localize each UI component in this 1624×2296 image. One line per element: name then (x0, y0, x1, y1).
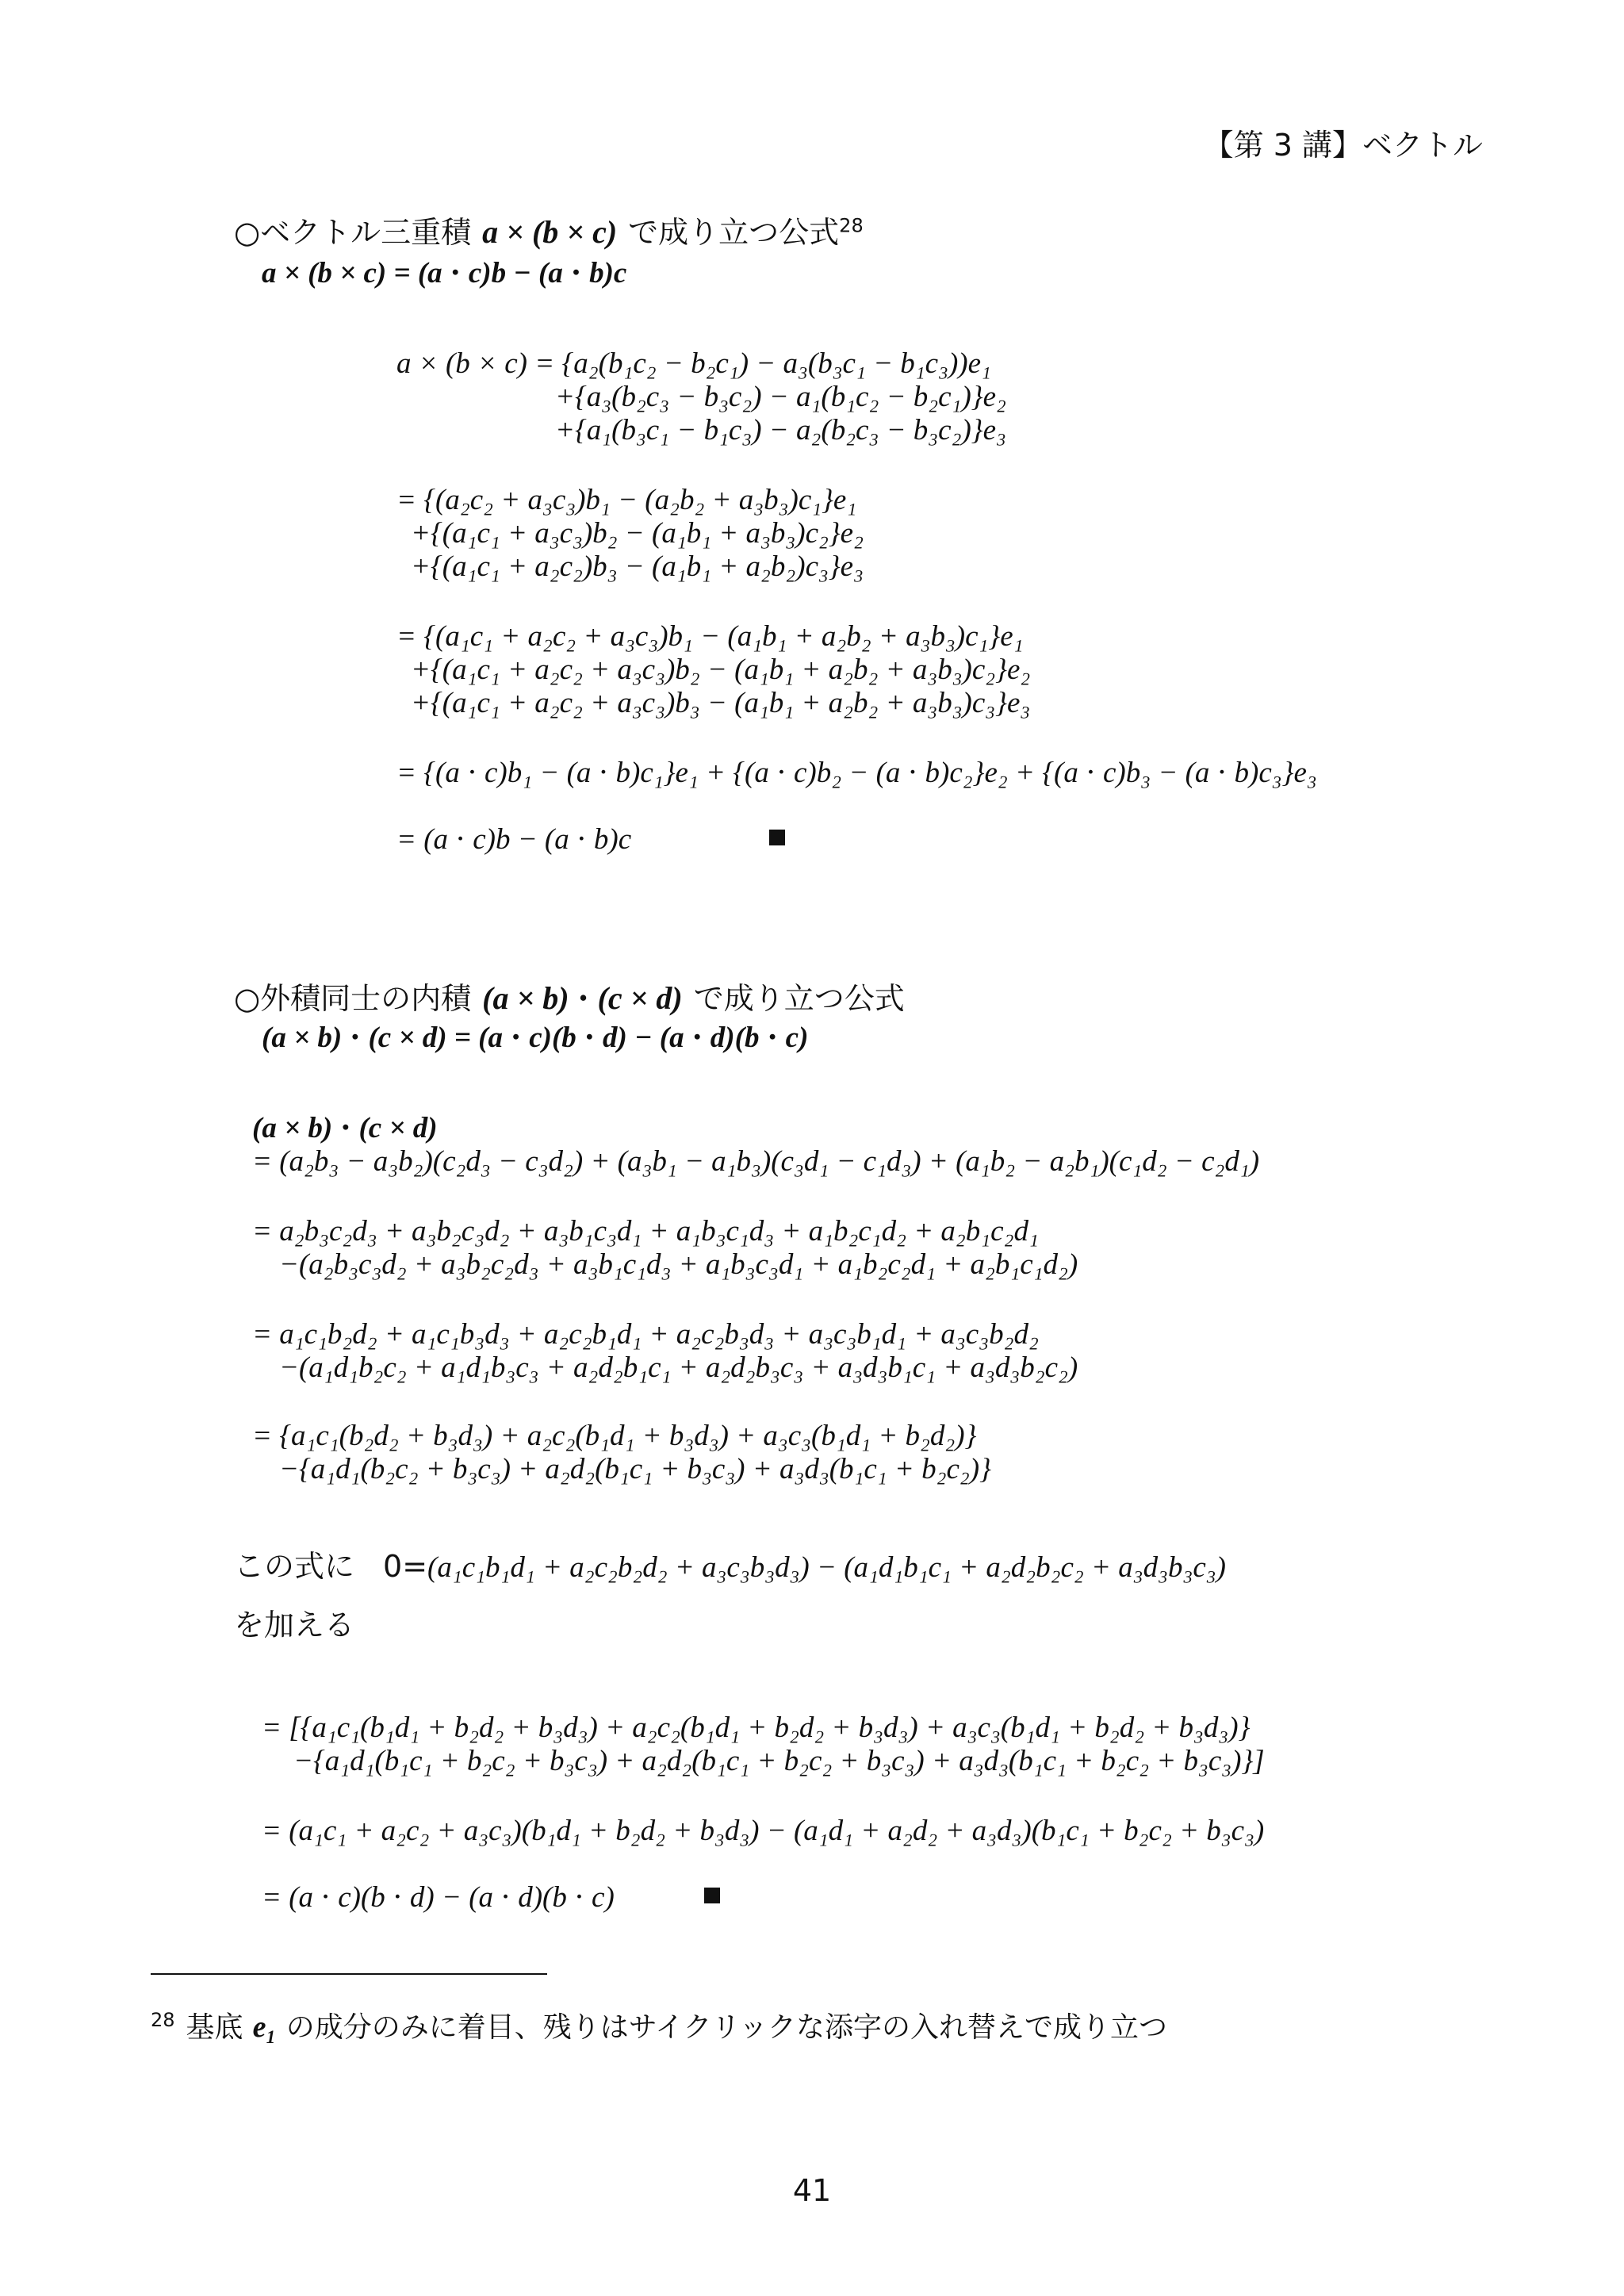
add-zero: 0= (383, 1549, 428, 1584)
footnote-text-after: の成分のみに着目、残りはサイクリックな添字の入れ替えで成り立つ (285, 2011, 1168, 2044)
section1-formula: a × (b × c) = (a ⋅ c)b − (a ⋅ b)c (262, 257, 627, 289)
s2b-line-2: = (a₁c₁ + a₂c₂ + a₃c₃)(b₁d₁ + b₂d₂ + b₃d₃) − (a₁d₁ + a₂d₂ + a₃d₃)(b₁c₁ + b₂c₂ + b₃c₃) (262, 1815, 1265, 1847)
section2-formula: (a × b) ⋅ (c × d) = (a ⋅ c)(b ⋅ d) − (a ⋅ d)(b ⋅ c) (262, 1022, 809, 1054)
add-zero-math: (a₁c₁b₁d₁ + a₂c₂b₂d₂ + a₃c₃b₃d₃) − (a₁d₁b₁c₁ + a₂d₂b₂c₂ + a₃d₃b₃c₃) (427, 1551, 1226, 1584)
s1-line-1: +{a₃(b₂c₃ − b₃c₂) − a₁(b₁c₂ − b₂c₁)}e₂ (555, 381, 1006, 413)
s2-line-4: = a₁c₁b₂d₂ + a₁c₁b₃d₃ + a₂c₂b₁d₁ + a₂c₂b₃d₃ + a₃c₃b₁d₁ + a₃c₃b₂d₂ (252, 1318, 1039, 1351)
footnote-rule (151, 1973, 547, 1975)
s2-line-0: (a × b) ⋅ (c × d) (252, 1112, 438, 1144)
s1-line-5: +{(a₁c₁ + a₂c₂)b₃ − (a₁b₁ + a₂b₂)c₃}e₃ (411, 550, 864, 583)
footnote-text-before: 基底 (186, 2011, 243, 2044)
section2-heading-suffix: で成り立つ公式 (693, 981, 905, 1016)
s2-line-6: = {a₁c₁(b₂d₂ + b₃d₃) + a₂c₂(b₁d₁ + b₃d₃) + a₃c₃(b₁d₁ + b₂d₂)} (252, 1420, 977, 1452)
add-text-1: この式に (234, 1549, 355, 1584)
s2-line-2: = a₂b₃c₂d₃ + a₃b₂c₃d₂ + a₃b₁c₃d₁ + a₁b₃c₁d₃ + a₁b₂c₁d₂ + a₂b₁c₂d₁ (252, 1215, 1039, 1248)
section1-heading-suffix: で成り立つ公式 (628, 215, 840, 250)
footnote-math: e₁ (252, 2010, 277, 2044)
s2b-line-3: = (a ⋅ c)(b ⋅ d) − (a ⋅ d)(b ⋅ c) (262, 1881, 615, 1914)
add-text-2: を加える (234, 1608, 355, 1642)
s2-line-7: −{a₁d₁(b₂c₂ + b₃c₃) + a₂d₂(b₁c₁ + b₃c₃) + a₃d₃(b₁c₁ + b₂c₂)} (279, 1453, 991, 1485)
s2-line-1: = (a₂b₃ − a₃b₂)(c₂d₃ − c₃d₂) + (a₃b₁ − a₁b₃)(c₃d₁ − c₁d₃) + (a₁b₂ − a₂b₁)(c₁d₂ − c₂d₁) (252, 1145, 1260, 1178)
section2-heading-prefix: ○外積同士の内積 (234, 981, 472, 1016)
qed-mark-1 (769, 830, 785, 845)
footnote-number: 28 (151, 2009, 175, 2031)
qed-mark-2 (704, 1888, 720, 1903)
s1-line-8: +{(a₁c₁ + a₂c₂ + a₃c₃)b₃ − (a₁b₁ + a₂b₂ + a₃b₃)c₃}e₃ (411, 687, 1031, 719)
s2-line-3: −(a₂b₃c₃d₂ + a₃b₂c₂d₃ + a₃b₁c₁d₃ + a₁b₃c₃d₁ + a₁b₂c₂d₁ + a₂b₁c₁d₂) (279, 1248, 1078, 1281)
s1-line-2: +{a₁(b₃c₁ − b₁c₃) − a₂(b₂c₃ − b₃c₂)}e₃ (555, 414, 1006, 447)
s2b-line-1: −{a₁d₁(b₁c₁ + b₂c₂ + b₃c₃) + a₂d₂(b₁c₁ + b₂c₂ + b₃c₃) + a₃d₃(b₁c₁ + b₂c₂ + b₃c₃)}] (293, 1745, 1265, 1777)
s1-line-0: a × (b × c) = {a₂(b₁c₂ − b₂c₁) − a₃(b₃c₁ − b₁c₃))e₁ (396, 347, 991, 380)
s1-line-7: +{(a₁c₁ + a₂c₂ + a₃c₃)b₂ − (a₁b₁ + a₂b₂ + a₃b₃)c₂}e₂ (411, 654, 1031, 686)
section1-heading-prefix: ○ベクトル三重積 (234, 215, 472, 250)
s1-line-6: = {(a₁c₁ + a₂c₂ + a₃c₃)b₁ − (a₁b₁ + a₂b₂ + a₃b₃)c₁}e₁ (396, 620, 1024, 653)
footnote-ref: 28 (839, 214, 864, 237)
s2b-line-0: = [{a₁c₁(b₁d₁ + b₂d₂ + b₃d₃) + a₂c₂(b₁d₁ + b₂d₂ + b₃d₃) + a₃c₃(b₁d₁ + b₂d₂ + b₃d₃)} (262, 1711, 1251, 1744)
s2-line-5: −(a₁d₁b₂c₂ + a₁d₁b₃c₃ + a₂d₂b₁c₁ + a₂d₂b₃c₃ + a₃d₃b₁c₁ + a₃d₃b₂c₂) (279, 1351, 1078, 1384)
s1-line-9: = {(a ⋅ c)b₁ − (a ⋅ b)c₁}e₁ + {(a ⋅ c)b₂ − (a ⋅ b)c₂}e₂ + {(a ⋅ c)b₃ − (a ⋅ b)c₃}e₃ (396, 757, 1317, 789)
section1-heading (234, 208, 864, 251)
section1-heading-math: a × (b × c) (482, 214, 618, 250)
s1-line-4: +{(a₁c₁ + a₃c₃)b₂ − (a₁b₁ + a₃b₃)c₂}e₂ (411, 517, 864, 550)
footnote (151, 2005, 1167, 2045)
page-header: 【第 3 講】ベクトル (1203, 128, 1483, 163)
section2-heading (234, 974, 905, 1018)
add-zero-sentence (234, 1542, 1226, 1585)
section2-heading-math: (a × b) ⋅ (c × d) (482, 980, 683, 1016)
s1-line-3: = {(a₂c₂ + a₃c₃)b₁ − (a₂b₂ + a₃b₃)c₁}e₁ (396, 484, 857, 516)
page-number: 41 (792, 2173, 832, 2208)
s1-line-10: = (a ⋅ c)b − (a ⋅ b)c (396, 823, 632, 856)
